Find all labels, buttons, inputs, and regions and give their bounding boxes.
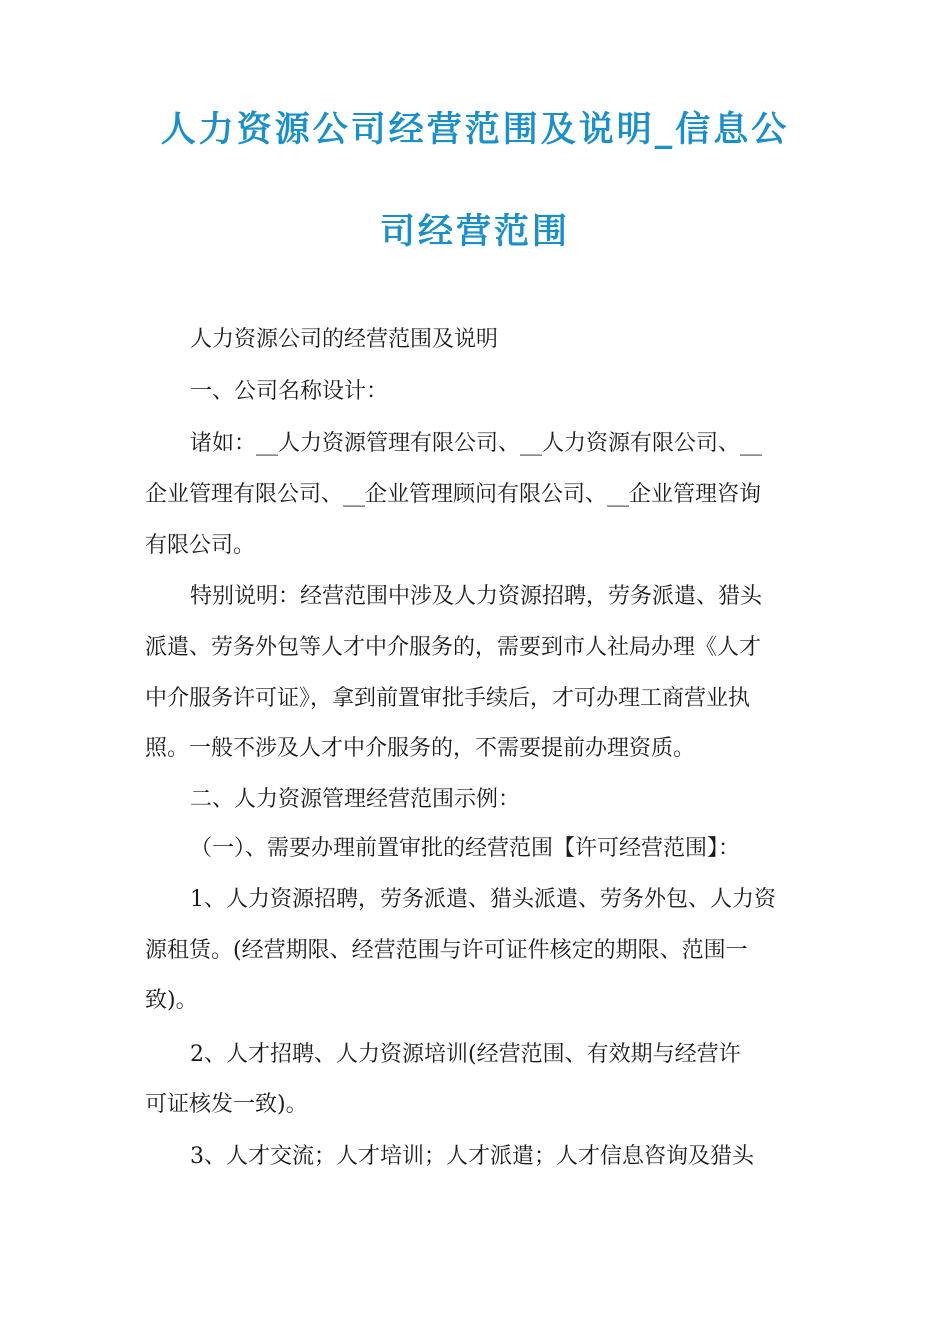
subsection-heading: （一）、需要办理前置审批的经营范围【许可经营范围】：: [190, 836, 741, 861]
paragraph-line: 中介服务许可证》，拿到前置审批手续后，才可办理工商营业执: [145, 686, 751, 711]
paragraph-line: 照。一般不涉及人才中介服务的，不需要提前办理资质。: [145, 736, 696, 761]
list-item-line: 1、人力资源招聘，劳务派遣、猎头派遣、劳务外包、人力资: [190, 887, 776, 912]
paragraph-line: 特别说明：经营范围中涉及人力资源招聘，劳务派遣、猎头: [190, 584, 763, 609]
section-heading-2: 二、人力资源管理经营范围示例：: [190, 787, 521, 812]
paragraph-line: 有限公司。: [145, 533, 256, 558]
paragraph-line: 派遣、劳务外包等人才中介服务的，需要到市人社局办理《人才: [145, 635, 762, 660]
list-item-line: 3、人才交流；人才培训；人才派遣；人才信息咨询及猎头: [190, 1144, 754, 1169]
paragraph-heading: 人力资源公司的经营范围及说明: [190, 327, 499, 352]
list-item-line: 可证核发一致)。: [145, 1092, 308, 1117]
section-heading-1: 一、公司名称设计：: [190, 379, 389, 404]
paragraph-line: 诸如：__人力资源管理有限公司、__人力资源有限公司、__: [190, 431, 763, 456]
list-item-line: 源租赁。(经营期限、经营范围与许可证件核定的期限、范围一: [145, 938, 748, 963]
document-title-line-1: 人力资源公司经营范围及说明_信息公: [160, 109, 790, 150]
list-item-line: 致)。: [145, 988, 198, 1013]
list-item-line: 2、人才招聘、人力资源培训(经营范围、有效期与经营许: [190, 1042, 741, 1067]
paragraph-line: 企业管理有限公司、__企业管理顾问有限公司、__企业管理咨询: [145, 482, 762, 507]
document-title-line-2: 司经营范围: [379, 211, 570, 252]
